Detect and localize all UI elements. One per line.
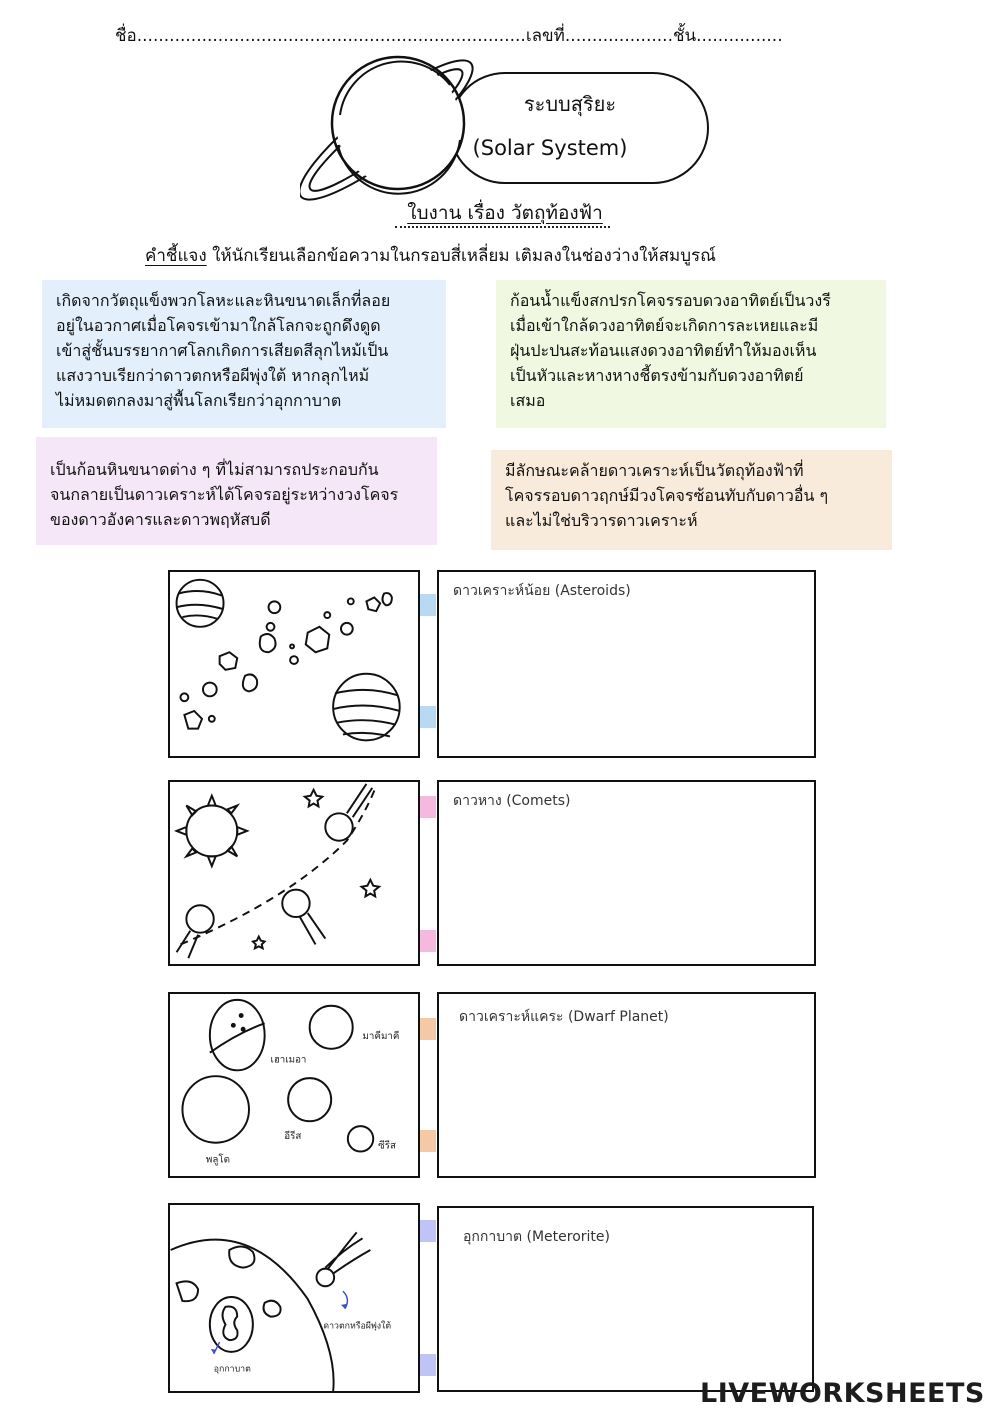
- answer-label-comets: ดาวหาง (Comets): [453, 793, 571, 809]
- label-meteorite: อุกกาบาต: [213, 1364, 251, 1375]
- name-label: ชื่อ: [115, 26, 137, 46]
- dwarf-planets-illustration: [168, 992, 420, 1178]
- liveworksheets-logo: LIVEWORKSHEETS: [700, 1378, 985, 1409]
- title-thai: ระบบสุริยะ: [523, 92, 617, 116]
- answer-box-comets[interactable]: [437, 780, 816, 966]
- number-label: เลขที่: [525, 26, 565, 46]
- drop-tab-meteorite-bottom[interactable]: [420, 1354, 436, 1376]
- option-card-meteor[interactable]: เกิดจากวัตถุแข็งพวกโลหะและหินขนาดเล็กที่ลอย อยู่ในอวกาศเมื่อโคจรเข้ามาใกล้โลกจะถูกดึงดูด เข้าสู่ชั้นบรรยากาศโลกเกิดการเสียดสีลุกไหม้เป็น แสงวาบเรียกว่าดาวตกหรือผีพุ่งใต้ หากลุกไหม้ ไม่หมดตกลงมาสู่พื้นโลกเรียกว่าอุกกาบาต: [42, 280, 446, 428]
- label-eris: อีรีส: [284, 1130, 302, 1142]
- answer-label-dwarf-planet: ดาวเคราะห์แคระ (Dwarf Planet): [459, 1009, 669, 1025]
- drop-tab-asteroids-bottom[interactable]: [420, 706, 436, 728]
- drop-tab-asteroids-top[interactable]: [420, 594, 436, 616]
- student-info-line: ชื่อ........................................................................เลขที่....................ชั้น................: [115, 26, 783, 46]
- label-ceres: ซีรีส: [378, 1140, 396, 1152]
- answer-box-asteroids[interactable]: [437, 570, 816, 758]
- drop-tab-dwarf-bottom[interactable]: [420, 1130, 436, 1152]
- option-card-comet[interactable]: ก้อนน้ำแข็งสกปรกโคจรรอบดวงอาทิตย์เป็นวงรี เมื่อเข้าใกล้ดวงอาทิตย์จะเกิดการละเหยและมี ฝุ่นปะปนสะท้อนแสงดวงอาทิตย์ทำให้มองเห็น เป็นหัวและหางหางชี้ตรงข้ามกับดวงอาทิตย์ เสมอ: [496, 280, 886, 428]
- drop-tab-dwarf-top[interactable]: [420, 1018, 436, 1040]
- worksheet-subtitle: ใบงาน เรื่อง วัตถุท้องฟ้า: [407, 202, 603, 224]
- drop-tab-comets-bottom[interactable]: [420, 930, 436, 952]
- class-label: ชั้น: [672, 26, 697, 46]
- comets-illustration: [168, 780, 420, 966]
- option-card-dwarf-planet[interactable]: มีลักษณะคล้ายดาวเคราะห์เป็นวัตถุท้องฟ้าที่ โคจรรอบดาวฤกษ์มีวงโคจรซ้อนทับกับดาวอื่น ๆ และไม่ใช่บริวารดาวเคราะห์: [491, 450, 892, 550]
- answer-box-meteorite[interactable]: [437, 1206, 814, 1392]
- label-meteor: ดาวตกหรือผีพุ่งใต้: [323, 1321, 392, 1332]
- label-haumea: เฮาเมอา: [270, 1054, 307, 1066]
- label-pluto: พลูโต: [205, 1154, 230, 1166]
- asteroids-illustration: [168, 570, 420, 758]
- drop-tab-comets-top[interactable]: [420, 796, 436, 818]
- instructions-label: คำชี้แจง: [145, 246, 207, 266]
- answer-label-asteroids: ดาวเคราะห์น้อย (Asteroids): [453, 583, 631, 599]
- answer-label-meteorite: อุกกาบาต (Meterorite): [463, 1229, 610, 1245]
- answer-box-dwarf-planet[interactable]: [437, 992, 816, 1178]
- meteorite-illustration: [168, 1203, 420, 1393]
- instructions-text: ให้นักเรียนเลือกข้อความในกรอบสี่เหลี่ยม เติมลงในช่องว่างให้สมบูรณ์: [212, 246, 716, 266]
- label-makemake: มาคีมาคี: [362, 1031, 400, 1043]
- option-card-asteroid[interactable]: เป็นก้อนหินขนาดต่าง ๆ ที่ไม่สามารถประกอบกัน จนกลายเป็นดาวเคราะห์ได้โคจรอยู่ระหว่างวงโคจร ของดาวอังคารและดาวพฤหัสบดี: [36, 437, 437, 545]
- saturn-title-graphic: [300, 45, 720, 205]
- instructions: [145, 242, 845, 269]
- title-english: (Solar System): [472, 136, 628, 160]
- drop-tab-meteorite-top[interactable]: [420, 1220, 436, 1242]
- subtitle-dotted-rule: [395, 226, 610, 228]
